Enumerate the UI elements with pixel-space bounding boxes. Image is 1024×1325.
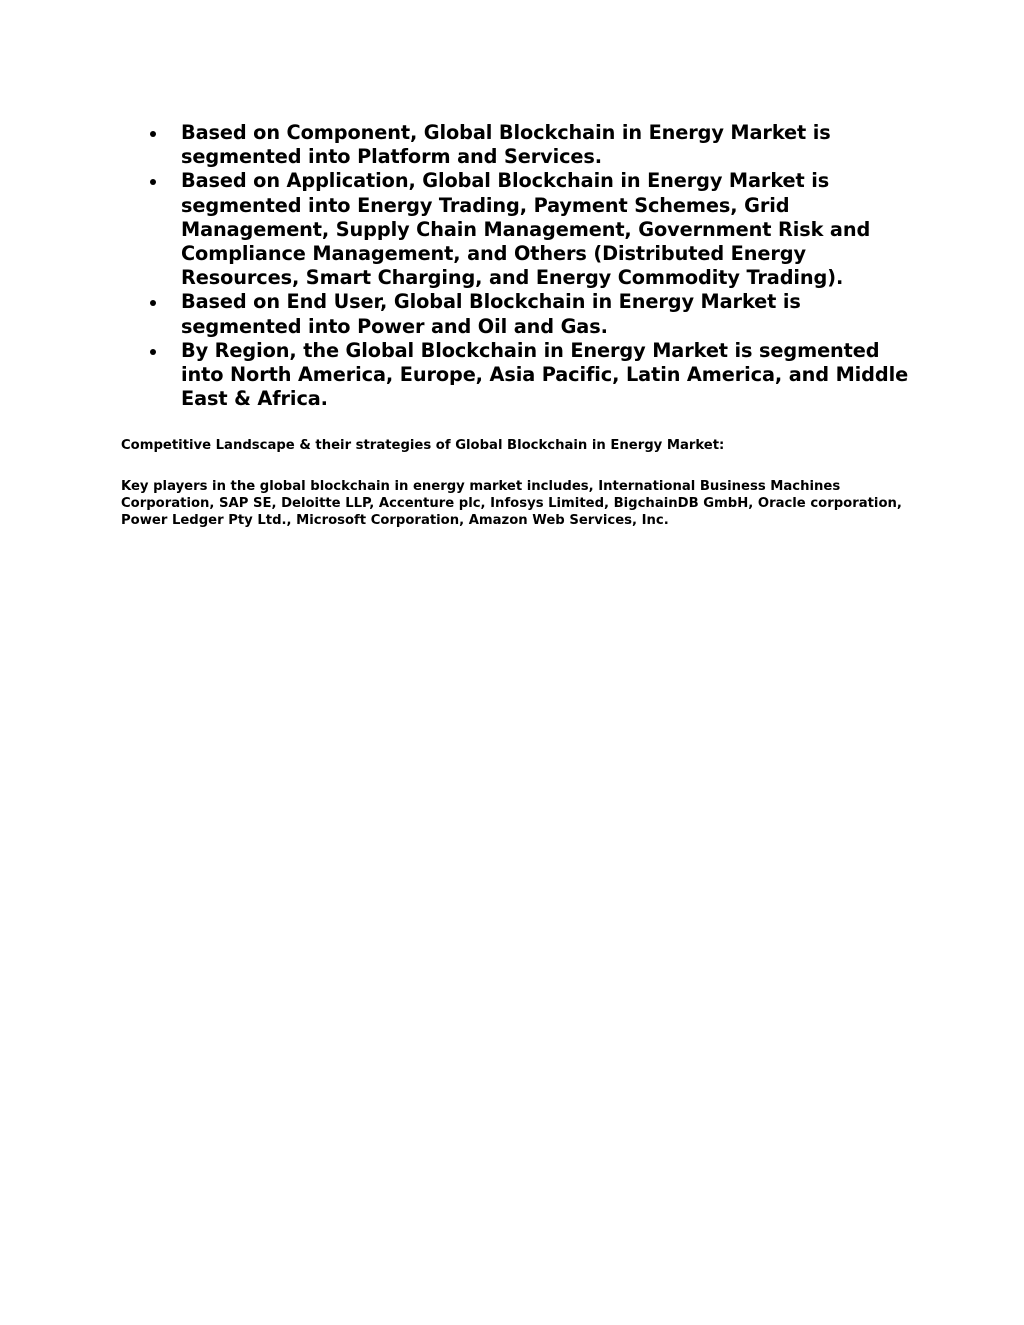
bullet-text: Based on End User, Global Blockchain in Energy Market is segmented into Power and Oil and Gas. — [181, 290, 801, 338]
bullet-text: Based on Application, Global Blockchain in Energy Market is segmented into Energy Trading, Payment Schemes, Grid Management, Supply Chain Management, Government Risk and Compliance Management, and Others (Distributed Energy Resources, Smart Charging, and Energy Commodity Trading). — [181, 169, 871, 290]
bullet-icon — [150, 179, 156, 185]
segmentation-bullet-list — [150, 121, 910, 411]
bullet-item-application — [150, 169, 910, 290]
bullet-item-component — [150, 121, 910, 169]
bullet-item-end-user — [150, 290, 910, 338]
competitive-landscape-heading: Competitive Landscape & their strategies of Global Blockchain in Energy Market: — [121, 438, 725, 453]
bullet-icon — [150, 131, 156, 137]
bullet-item-region — [150, 339, 910, 412]
bullet-text: Based on Component, Global Blockchain in Energy Market is segmented into Platform and Services. — [181, 121, 831, 169]
key-players-paragraph: Key players in the global blockchain in energy market includes, International Business Machines Corporation, SAP SE, Deloitte LLP, Accenture plc, Infosys Limited, BigchainDB GmbH, Oracle corporation, Power Ledger Pty Ltd., Microsoft Corporation, Amazon Web Services, Inc. — [121, 479, 902, 529]
bullet-icon — [150, 349, 156, 355]
bullet-text: By Region, the Global Blockchain in Energy Market is segmented into North America, Europe, Asia Pacific, Latin America, and Middle East & Africa. — [181, 338, 909, 411]
bullet-icon — [150, 300, 156, 306]
